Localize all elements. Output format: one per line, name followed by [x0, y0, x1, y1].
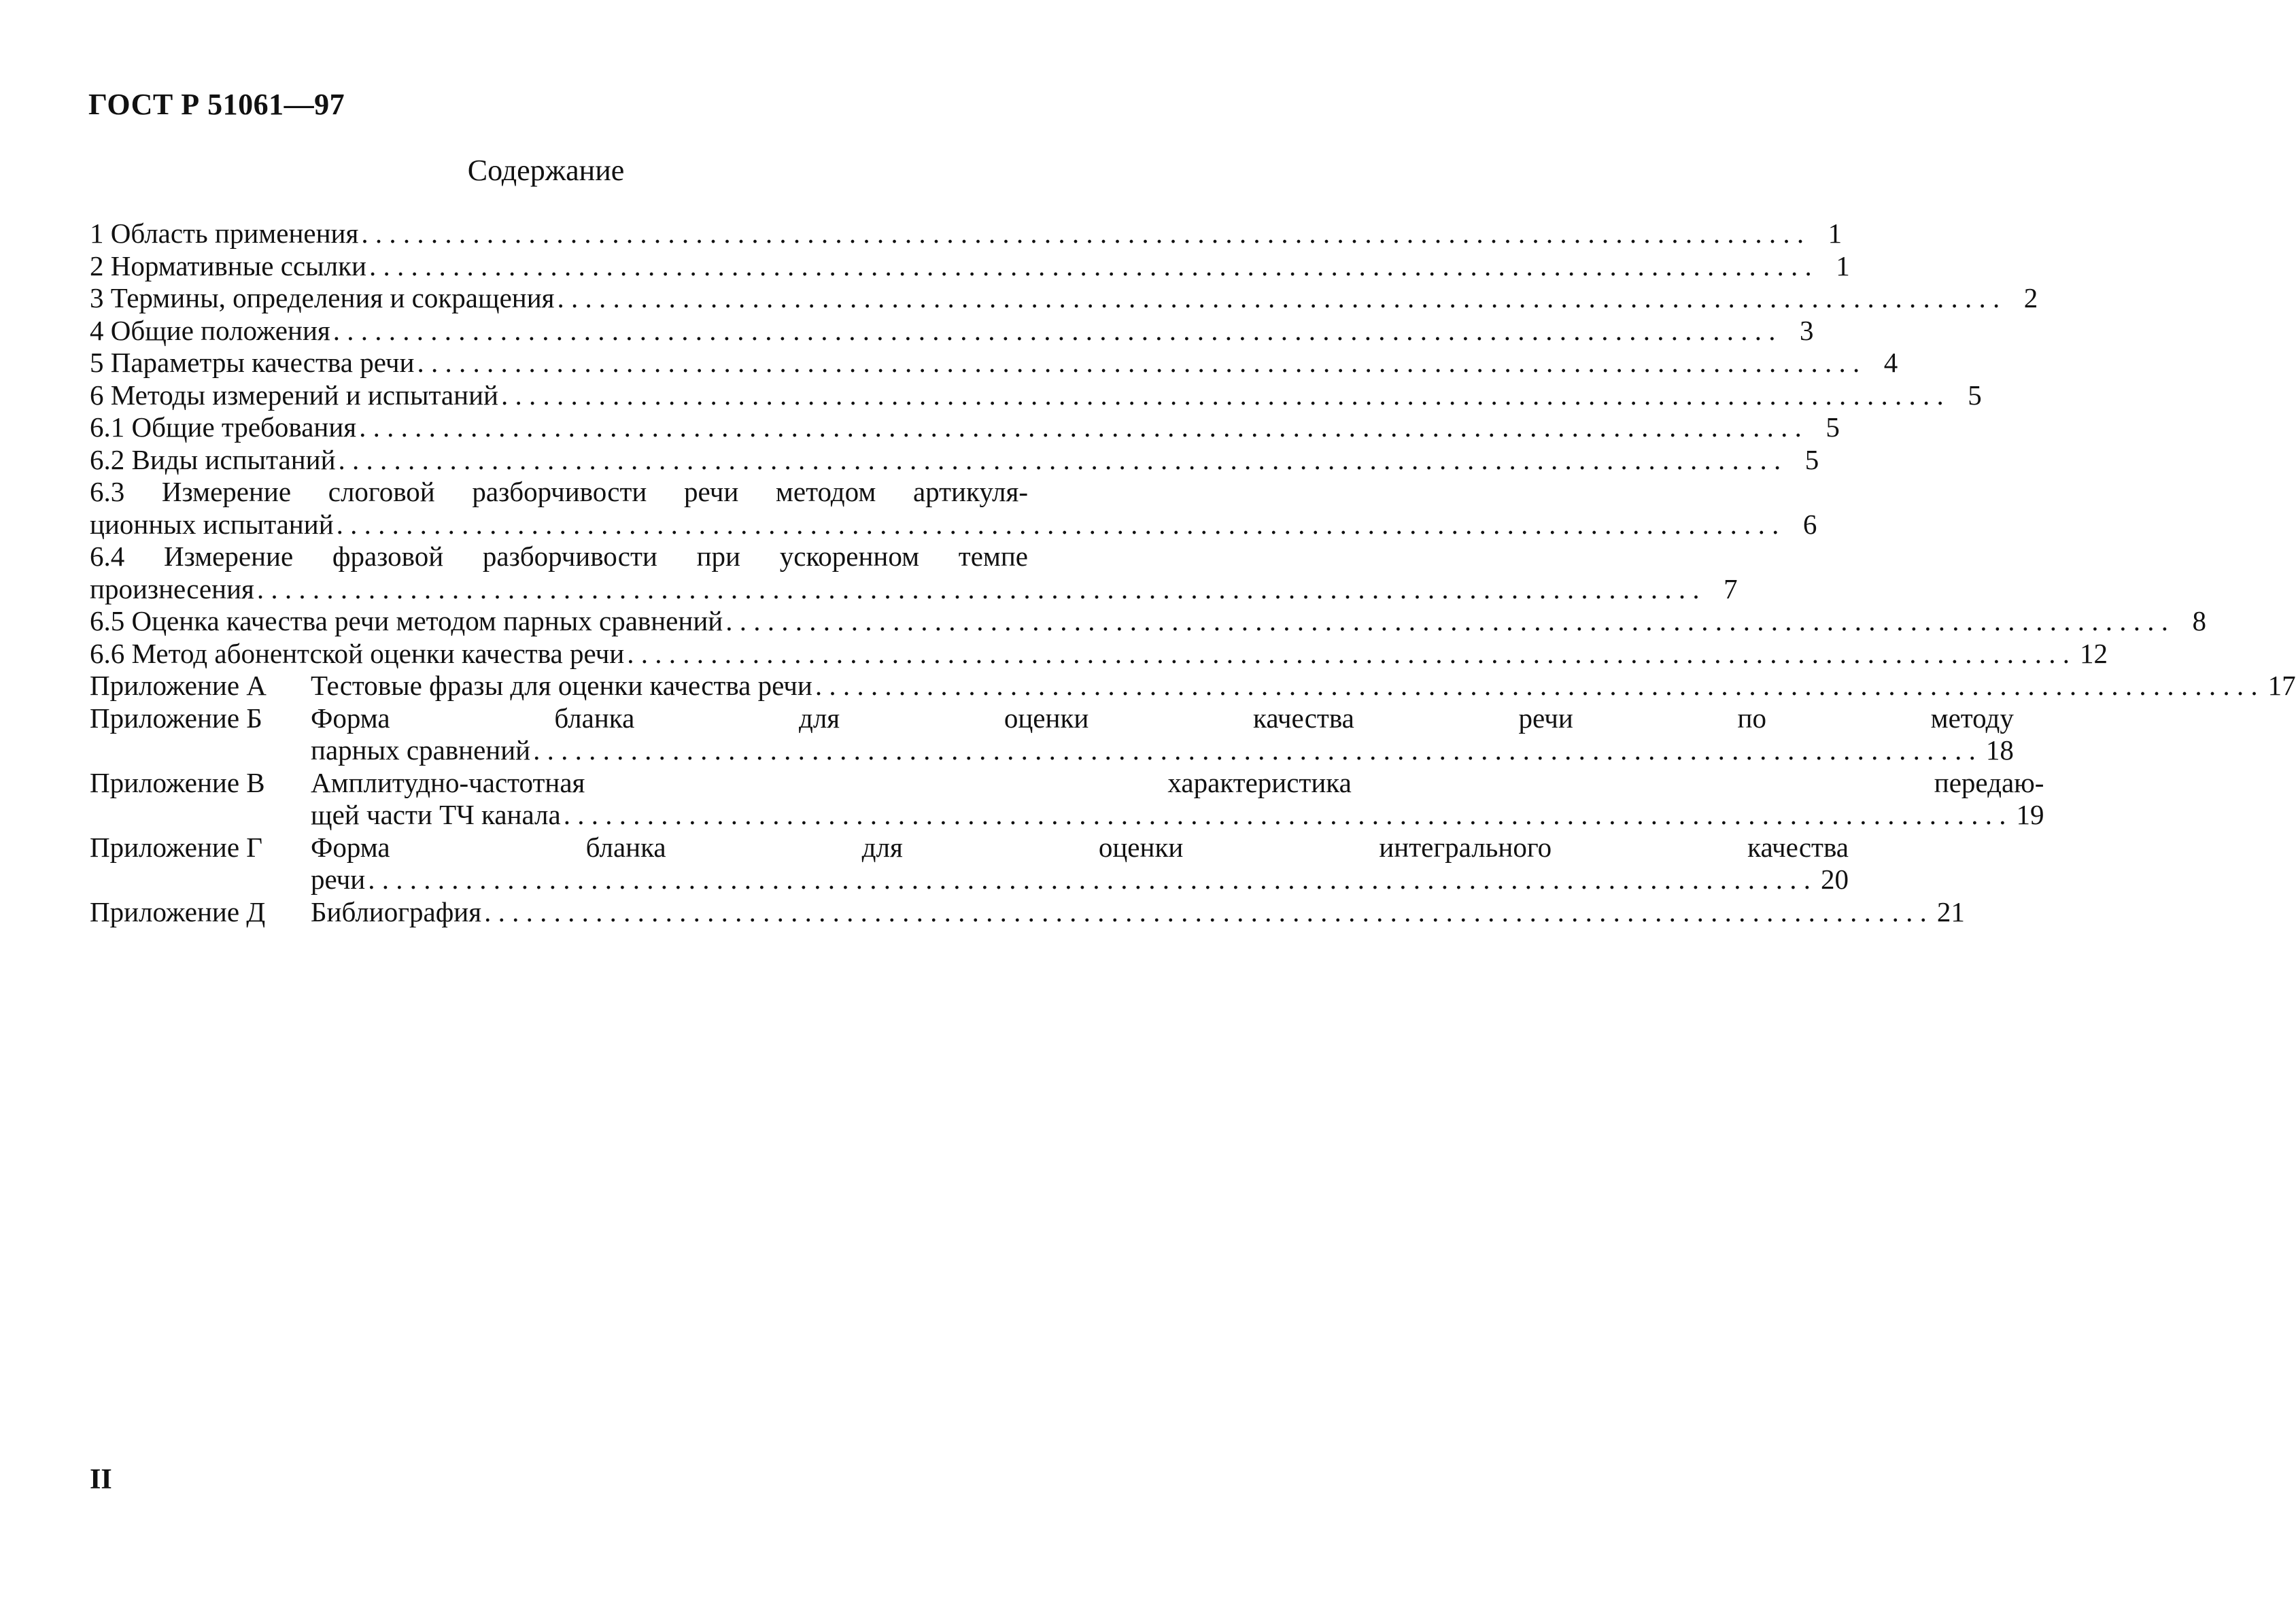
- appendix-title: Библиография: [311, 896, 482, 927]
- toc-appendix-entry[interactable]: [90, 831, 1849, 896]
- toc-page-number: 5: [1826, 411, 1840, 443]
- toc-entry-title: 6.6 Метод абонентской оценки качества речи: [90, 637, 625, 669]
- toc-page-number: 2: [2023, 282, 2038, 313]
- toc-page-number: 3: [1800, 314, 1814, 346]
- document-code: ГОСТ Р 51061—97: [88, 88, 345, 121]
- appendix-label: Приложение Д: [90, 896, 266, 927]
- toc-page-number: 7: [1724, 573, 1738, 604]
- toc-entry[interactable]: [90, 541, 1738, 605]
- toc-entry[interactable]: [90, 282, 2038, 315]
- toc-appendix-entry[interactable]: [90, 702, 2014, 767]
- toc-entry[interactable]: [90, 411, 1840, 444]
- toc-leader: [558, 282, 2000, 315]
- appendix-title-line2: щей части ТЧ канала: [311, 799, 561, 830]
- toc-leader: [369, 250, 1812, 283]
- toc-entry-title: 6.2 Виды испытаний: [90, 443, 336, 475]
- toc-appendix-entry[interactable]: [90, 766, 2044, 832]
- toc-entry[interactable]: [90, 314, 1814, 347]
- appendix-label: Приложение В: [90, 766, 265, 798]
- toc-entry-title: 1 Область применения: [90, 218, 359, 249]
- toc-entry[interactable]: [90, 218, 1843, 250]
- toc-page-number: 17: [2267, 670, 2296, 701]
- toc-leader: [361, 218, 1804, 250]
- toc-entry[interactable]: [90, 476, 1817, 541]
- toc-leader: [533, 734, 1976, 767]
- toc-leader: [337, 509, 1779, 541]
- toc-appendix-entry[interactable]: [90, 896, 1965, 929]
- toc-leader: [359, 411, 1802, 444]
- toc-leader: [564, 799, 2006, 832]
- toc-page-number: 6: [1802, 508, 1817, 540]
- toc-page-number: 5: [1968, 379, 1982, 411]
- appendix-title-line1: Форма бланка для оценки интегрального качества: [311, 831, 1849, 863]
- toc-entry[interactable]: [90, 443, 1819, 477]
- toc-entry-title: 6 Методы измерений и испытаний: [90, 379, 498, 411]
- toc-page-number: 4: [1883, 347, 1898, 378]
- toc-leader: [339, 444, 1781, 477]
- toc-leader: [725, 605, 2168, 638]
- toc-heading: Содержание: [467, 154, 625, 187]
- toc-leader: [417, 347, 1860, 379]
- toc-entry-title-line2: ционных испытаний: [90, 508, 334, 540]
- toc-page-number: 21: [1936, 896, 1965, 927]
- toc-entry-title: 4 Общие положения: [90, 314, 330, 346]
- toc-leader: [368, 864, 1811, 896]
- toc-page-number: 19: [2016, 799, 2044, 830]
- appendix-label: Приложение Г: [90, 831, 263, 863]
- toc-leader: [333, 315, 1776, 347]
- toc-entry-title-line1: 6.3 Измерение слоговой разборчивости речи методом артикуля-: [90, 476, 1028, 507]
- toc-leader: [501, 379, 1944, 412]
- appendix-title: Тестовые фразы для оценки качества речи: [311, 670, 812, 701]
- appendix-title-line2: парных сравнений: [311, 734, 531, 766]
- table-of-contents: [90, 218, 2296, 928]
- appendix-title-line1: Амплитудно-частотная характеристика передаю-: [311, 766, 2044, 798]
- toc-page-number: 12: [2079, 637, 2108, 669]
- toc-entry-title-line1: 6.4 Измерение фразовой разборчивости при ускоренном темпе: [90, 541, 1028, 572]
- appendix-title-line1: Форма бланка для оценки качества речи по методу: [311, 702, 2014, 734]
- toc-entry-title: 6.5 Оценка качества речи методом парных сравнений: [90, 605, 723, 636]
- toc-entry-title: 3 Термины, определения и сокращения: [90, 282, 555, 313]
- toc-entry-title: 5 Параметры качества речи: [90, 347, 415, 378]
- toc-appendix-entry[interactable]: [90, 670, 2296, 702]
- toc-page-number: 18: [1985, 734, 2014, 766]
- toc-page-number: 5: [1804, 443, 1819, 475]
- appendix-label: Приложение Б: [90, 702, 262, 734]
- toc-page-number: 1: [1836, 250, 1850, 282]
- toc-page-number: 8: [2192, 605, 2206, 636]
- toc-entry[interactable]: [90, 379, 1982, 412]
- toc-entry[interactable]: [90, 605, 2206, 638]
- toc-entry[interactable]: [90, 637, 2108, 670]
- toc-leader: [815, 670, 2258, 702]
- toc-leader: [627, 638, 2070, 670]
- appendix-title-line2: речи: [311, 864, 366, 895]
- toc-entry-title: 6.1 Общие требования: [90, 411, 357, 443]
- toc-leader: [484, 896, 1927, 929]
- toc-entry-title-line2: произнесения: [90, 573, 254, 604]
- page-number: II: [90, 1464, 112, 1495]
- toc-entry-title: 2 Нормативные ссылки: [90, 250, 366, 282]
- toc-entry[interactable]: [90, 250, 1850, 283]
- toc-entry[interactable]: [90, 347, 1898, 379]
- toc-page-number: 1: [1828, 218, 1843, 249]
- toc-leader: [257, 573, 1700, 606]
- appendix-label: Приложение А: [90, 670, 267, 701]
- toc-page-number: 20: [1821, 864, 1849, 895]
